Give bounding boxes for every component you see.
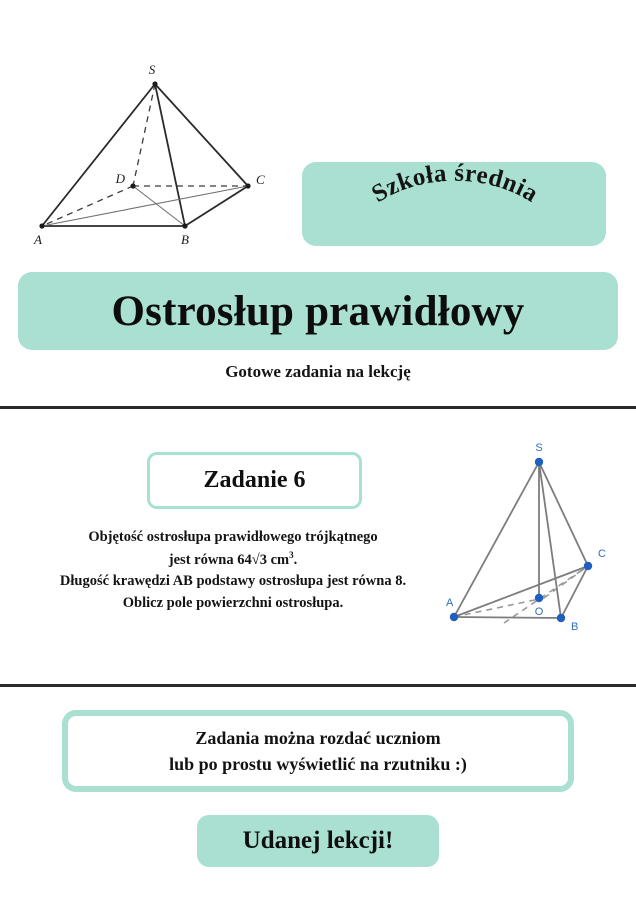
task-line-2-text: jest równa 64√3 cm [168,551,290,568]
school-level-banner-arctext [302,158,606,250]
page-subtitle: Gotowe zadania na lekcję [225,362,411,381]
school-level-label: Szkoła średnia [367,159,543,208]
figure1-label-D: D [115,171,125,186]
figure1-label-C: C [256,172,265,187]
square-pyramid-figure [18,58,290,258]
figure1-label-A: A [34,232,42,247]
figure2-label-A: A [446,597,454,609]
section-header [0,0,636,408]
task-line-2 [8,549,458,572]
usage-note-line-2: lub po prostu wyświetlić na rzutniku :) [169,754,467,774]
figure2-label-C: C [598,548,606,560]
figure1-label-B: B [181,232,189,247]
figure2-label-O: O [534,606,544,618]
svg-text:Szkoła średnia [367,160,543,208]
triangular-pyramid-figure [440,434,620,649]
task-exponent: 3 [289,549,294,560]
figure2-label-B: B [571,621,579,633]
section-footer [0,687,636,900]
usage-note-line-1: Zadania można rozdać uczniom [195,727,441,748]
task-label: Zadanie 6 [203,467,306,493]
figure1-label-S: S [148,62,156,77]
section-task [0,409,636,684]
task-line-3: Długość krawędzi AB podstawy ostrosłupa jest równa 8. [59,573,407,590]
task-line-1: Objętość ostrosłupa prawidłowego trójkątnego [88,529,378,545]
task-line-4: Oblicz pole powierzchni ostrosłupa. [122,595,344,612]
usage-note [62,710,574,792]
task-statement [8,527,458,615]
task-period: . [293,551,298,568]
page-title: Ostrosłup prawidłowy [111,287,525,335]
closing-message: Udanej lekcji! [242,827,394,854]
figure2-label-S: S [535,442,543,454]
